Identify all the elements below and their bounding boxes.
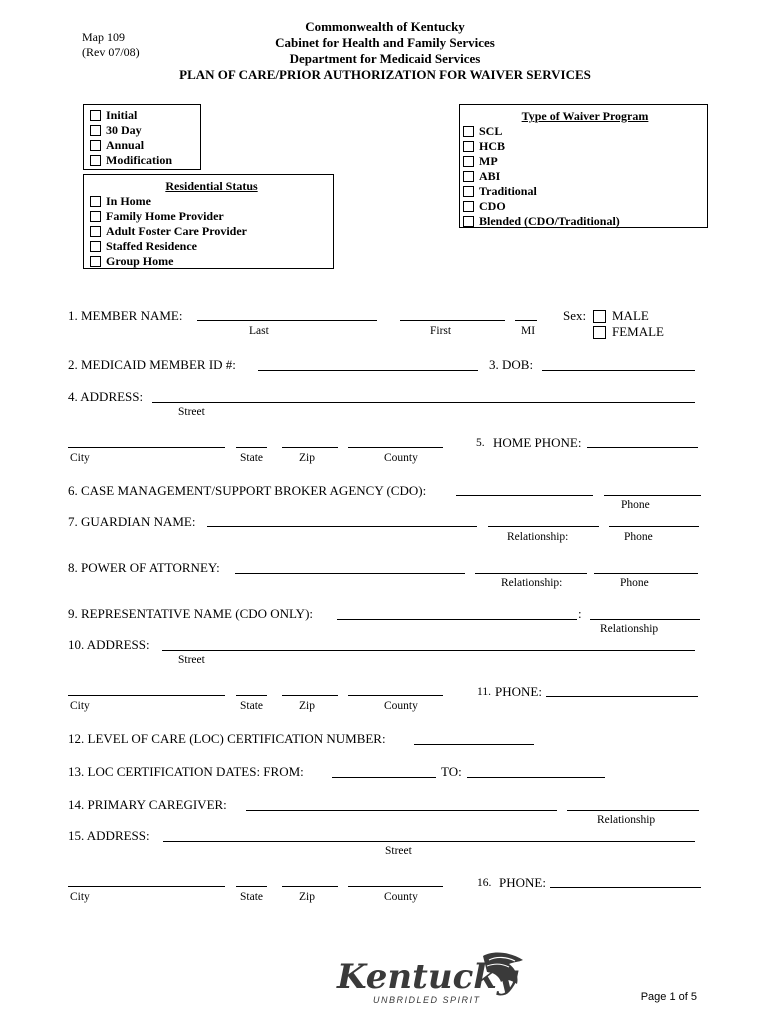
- address-label-10: 10. ADDRESS:: [68, 637, 150, 652]
- plan-type-box: [83, 104, 201, 170]
- county-field-10[interactable]: [348, 695, 443, 696]
- street-caption-4: Street: [178, 406, 205, 418]
- plan-type-label: Modification: [106, 153, 172, 167]
- guardian-label: 7. GUARDIAN NAME:: [68, 514, 196, 529]
- guardian-phone-field[interactable]: [609, 526, 699, 527]
- waiver-checkbox-scl[interactable]: [463, 126, 474, 137]
- poa-relationship-caption: Relationship:: [501, 577, 563, 589]
- page-number: Page 1 of 5: [640, 991, 697, 1003]
- medicaid-id-field[interactable]: [258, 370, 478, 371]
- residential-option-adult-foster-care-provider[interactable]: [90, 224, 333, 239]
- residential-option-family-home-provider[interactable]: [90, 209, 333, 224]
- city-field-15[interactable]: [68, 886, 225, 887]
- city-caption-10: City: [70, 700, 90, 712]
- loc-to-field[interactable]: [467, 777, 605, 778]
- residential-option-group-home[interactable]: [90, 254, 333, 269]
- waiver-label: HCB: [479, 139, 506, 153]
- poa-name-field[interactable]: [235, 573, 465, 574]
- representative-colon: :: [578, 606, 582, 621]
- member-name-label: 1. MEMBER NAME:: [68, 308, 183, 323]
- plan-type-label: 30 Day: [106, 123, 142, 137]
- street-field-4[interactable]: [152, 402, 695, 403]
- plan-type-option-annual[interactable]: [90, 138, 200, 153]
- residential-checkbox-in-home[interactable]: [90, 196, 101, 207]
- revision: (Rev 07/08): [82, 45, 140, 59]
- waiver-type-box: [459, 104, 708, 228]
- residential-option-staffed-residence[interactable]: [90, 239, 333, 254]
- dob-field[interactable]: [542, 370, 695, 371]
- city-field-4[interactable]: [68, 447, 225, 448]
- caregiver-label: 14. PRIMARY CAREGIVER:: [68, 797, 227, 812]
- waiver-option-blended-cdo-traditional[interactable]: [463, 214, 707, 229]
- zip-caption-15: Zip: [299, 891, 315, 903]
- case-management-label: 6. CASE MANAGEMENT/SUPPORT BROKER AGENCY (CDO):: [68, 483, 427, 498]
- county-field-15[interactable]: [348, 886, 443, 887]
- org-line-1: Commonwealth of Kentucky: [305, 19, 465, 34]
- waiver-option-scl[interactable]: [463, 124, 707, 139]
- guardian-phone-caption: Phone: [624, 531, 653, 543]
- state-field-15[interactable]: [236, 886, 267, 887]
- county-caption-10: County: [384, 700, 418, 712]
- kentucky-logo: [333, 948, 533, 1008]
- county-caption-15: County: [384, 891, 418, 903]
- waiver-label: SCL: [479, 124, 503, 138]
- guardian-name-field[interactable]: [207, 526, 477, 527]
- waiver-option-mp[interactable]: [463, 154, 707, 169]
- home-phone-number: 5.: [476, 437, 485, 449]
- loc-to-label: TO:: [441, 764, 462, 779]
- form-header: [0, 19, 770, 83]
- address-label-15: 15. ADDRESS:: [68, 828, 150, 843]
- waiver-option-hcb[interactable]: [463, 139, 707, 154]
- street-field-10[interactable]: [162, 650, 695, 651]
- middle-initial-field[interactable]: [515, 320, 537, 321]
- residential-label: Family Home Provider: [106, 209, 224, 223]
- org-line-3: Department for Medicaid Services: [289, 51, 481, 66]
- city-field-10[interactable]: [68, 695, 225, 696]
- waiver-option-abi[interactable]: [463, 169, 707, 184]
- map-number: Map 109: [82, 30, 125, 44]
- last-name-field[interactable]: [197, 320, 377, 321]
- zip-caption-4: Zip: [299, 452, 315, 464]
- residential-label: In Home: [106, 194, 151, 208]
- state-caption-15: State: [240, 891, 263, 903]
- state-caption-10: State: [240, 700, 263, 712]
- sex-male-option[interactable]: [593, 308, 649, 324]
- poa-phone-field[interactable]: [594, 573, 698, 574]
- residential-label: Adult Foster Care Provider: [106, 224, 247, 238]
- loc-from-field[interactable]: [332, 777, 436, 778]
- logo-wordmark: Kentucky: [337, 957, 517, 997]
- zip-caption-10: Zip: [299, 700, 315, 712]
- last-caption: Last: [249, 325, 269, 337]
- waiver-option-traditional[interactable]: [463, 184, 707, 199]
- poa-phone-caption: Phone: [620, 577, 649, 589]
- address-label-4: 4. ADDRESS:: [68, 389, 144, 404]
- caregiver-name-field[interactable]: [246, 810, 557, 811]
- state-field-10[interactable]: [236, 695, 267, 696]
- female-checkbox[interactable]: [593, 326, 606, 339]
- representative-relationship-caption: Relationship: [600, 623, 659, 635]
- form-title: PLAN OF CARE/PRIOR AUTHORIZATION FOR WAIVER SERVICES: [179, 67, 591, 82]
- plan-type-label: Annual: [106, 138, 145, 152]
- dob-label: 3. DOB:: [489, 357, 534, 372]
- female-label: FEMALE: [612, 324, 664, 339]
- waiver-label: CDO: [479, 199, 506, 213]
- waiver-checkbox-hcb[interactable]: [463, 141, 474, 152]
- representative-relationship-field[interactable]: [590, 619, 700, 620]
- residential-checkbox-family-home-provider[interactable]: [90, 211, 101, 222]
- phone-label-11: PHONE:: [495, 684, 542, 699]
- state-field-4[interactable]: [236, 447, 267, 448]
- representative-label: 9. REPRESENTATIVE NAME (CDO ONLY):: [68, 606, 314, 621]
- home-phone-label: HOME PHONE:: [493, 435, 582, 450]
- plan-type-checkbox-modification[interactable]: [90, 155, 101, 166]
- street-caption-15: Street: [385, 845, 412, 857]
- plan-type-option-30-day[interactable]: [90, 123, 200, 138]
- case-management-field[interactable]: [456, 495, 593, 496]
- waiver-checkbox-mp[interactable]: [463, 156, 474, 167]
- representative-name-field[interactable]: [337, 619, 577, 620]
- zip-field-15[interactable]: [282, 886, 338, 887]
- guardian-relationship-caption: Relationship:: [507, 531, 569, 543]
- residential-checkbox-group-home[interactable]: [90, 256, 101, 267]
- county-field-4[interactable]: [348, 447, 443, 448]
- zip-field-4[interactable]: [282, 447, 338, 448]
- poa-label: 8. POWER OF ATTORNEY:: [68, 560, 220, 575]
- plan-type-label: Initial: [106, 108, 138, 122]
- state-caption-4: State: [240, 452, 263, 464]
- waiver-label: Blended (CDO/Traditional): [479, 214, 620, 228]
- plan-type-option-initial[interactable]: [90, 108, 200, 123]
- caregiver-relationship-field[interactable]: [567, 810, 699, 811]
- phone-field-16[interactable]: [550, 887, 701, 888]
- plan-type-option-modification[interactable]: [90, 153, 200, 168]
- phone-label-16: PHONE:: [499, 875, 546, 890]
- waiver-label: MP: [479, 154, 498, 168]
- org-line-2: Cabinet for Health and Family Services: [275, 35, 495, 50]
- mi-caption: MI: [521, 325, 536, 337]
- street-field-15[interactable]: [163, 841, 695, 842]
- caregiver-relationship-caption: Relationship: [597, 814, 656, 826]
- phone-field-11[interactable]: [546, 696, 698, 697]
- waiver-checkbox-traditional[interactable]: [463, 186, 474, 197]
- waiver-option-cdo[interactable]: [463, 199, 707, 214]
- residential-checkbox-staffed-residence[interactable]: [90, 241, 101, 252]
- plan-type-checkbox-initial[interactable]: [90, 110, 101, 121]
- case-management-phone-caption: Phone: [621, 499, 650, 511]
- first-name-field[interactable]: [400, 320, 505, 321]
- waiver-type-title: Type of Waiver Program: [521, 109, 649, 123]
- home-phone-field[interactable]: [587, 447, 698, 448]
- residential-checkbox-adult-foster-care-provider[interactable]: [90, 226, 101, 237]
- residential-status-box: [83, 174, 334, 269]
- poa-relationship-field[interactable]: [475, 573, 587, 574]
- male-label: MALE: [612, 308, 649, 323]
- guardian-relationship-field[interactable]: [488, 526, 599, 527]
- waiver-checkbox-blended-cdo-traditional[interactable]: [463, 216, 474, 227]
- medicaid-id-label: 2. MEDICAID MEMBER ID #:: [68, 357, 236, 372]
- city-caption-4: City: [70, 452, 90, 464]
- loc-dates-label: 13. LOC CERTIFICATION DATES: FROM:: [68, 764, 304, 779]
- waiver-label: ABI: [479, 169, 501, 183]
- plan-type-checkbox-30-day[interactable]: [90, 125, 101, 136]
- first-caption: First: [430, 325, 452, 337]
- logo-tagline: UNBRIDLED SPIRIT: [373, 995, 481, 1005]
- city-caption-15: City: [70, 891, 90, 903]
- county-caption-4: County: [384, 452, 418, 464]
- case-management-phone-field[interactable]: [604, 495, 701, 496]
- loc-cert-label: 12. LEVEL OF CARE (LOC) CERTIFICATION NUMBER:: [68, 731, 386, 746]
- plan-type-checkbox-annual[interactable]: [90, 140, 101, 151]
- waiver-checkbox-cdo[interactable]: [463, 201, 474, 212]
- waiver-label: Traditional: [479, 184, 537, 198]
- zip-field-10[interactable]: [282, 695, 338, 696]
- phone-number-11: 11.: [477, 686, 491, 698]
- male-checkbox[interactable]: [593, 310, 606, 323]
- residential-option-in-home[interactable]: [90, 194, 333, 209]
- sex-female-option[interactable]: [593, 324, 664, 340]
- sex-label: Sex:: [563, 308, 587, 323]
- street-caption-10: Street: [178, 654, 205, 666]
- phone-number-16: 16.: [477, 877, 492, 889]
- residential-status-title: Residential Status: [165, 179, 258, 193]
- loc-cert-field[interactable]: [414, 744, 534, 745]
- waiver-checkbox-abi[interactable]: [463, 171, 474, 182]
- residential-label: Staffed Residence: [106, 239, 197, 253]
- residential-label: Group Home: [106, 254, 174, 268]
